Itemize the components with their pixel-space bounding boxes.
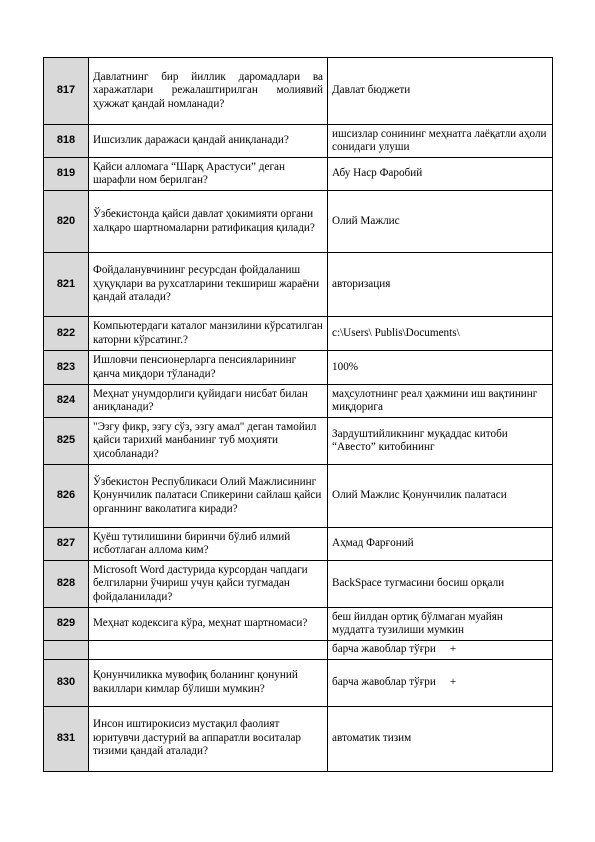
row-number: 819 bbox=[44, 158, 89, 191]
question-cell: Компьютердаги каталог манзилини кўрсатилган каторни кўрсатинг.? bbox=[89, 317, 328, 351]
table-row bbox=[44, 158, 553, 191]
question-cell bbox=[89, 641, 328, 660]
question-cell: Ишсизлик даражаси қандай аниқланади? bbox=[89, 125, 328, 158]
answer-cell: автоматик тизим bbox=[328, 706, 553, 771]
table-row bbox=[44, 58, 553, 125]
question-cell: Давлатнинг бир йиллик даромадлари ва харажатлари режалаштирилган молиявий ҳужжат қандай номланади? bbox=[89, 58, 328, 125]
table-row bbox=[44, 418, 553, 465]
answer-cell: беш йилдан ортиқ бўлмаган муайян муддатга тузилиши мумкин bbox=[328, 608, 553, 641]
row-number: 826 bbox=[44, 465, 89, 528]
question-cell: Ўзбекистонда қайси давлат ҳокимияти органи халқаро шартномаларни ратификация қилади? bbox=[89, 191, 328, 253]
table-row bbox=[44, 608, 553, 641]
answer-cell: c:\Users\ Publis\Documents\ bbox=[328, 317, 553, 351]
table-row bbox=[44, 385, 553, 418]
row-number: 823 bbox=[44, 351, 89, 385]
table-row bbox=[44, 253, 553, 317]
answer-cell: Зардуштийликнинг муқаддас китоби “Авесто” китобининг bbox=[328, 418, 553, 465]
question-cell: "Эзгу фикр, эзгу сўз, эзгу амал" деган тамойил қайси тарихий манбанинг туб моҳияти ҳисобланади? bbox=[89, 418, 328, 465]
row-number: 817 bbox=[44, 58, 89, 125]
row-number: 830 bbox=[44, 659, 89, 706]
answer-cell: Олий Мажлис Қонунчилик палатаси bbox=[328, 465, 553, 528]
question-cell: Меҳнат унумдорлиги қуйидаги нисбат билан аниқланади? bbox=[89, 385, 328, 418]
correct-mark: + bbox=[449, 675, 457, 688]
answer-cell: ишсизлар сонининг меҳнатга лаёқатли аҳоли сонидаги улуши bbox=[328, 125, 553, 158]
row-number: 822 bbox=[44, 317, 89, 351]
row-number bbox=[44, 641, 89, 660]
row-number: 831 bbox=[44, 706, 89, 771]
qa-table bbox=[43, 57, 553, 772]
answer-cell: маҳсулотнинг реал ҳажмини иш вақтининг миқдорига bbox=[328, 385, 553, 418]
question-cell: Қайси алломага “Шарқ Арастуси” деган шарафли ном берилган? bbox=[89, 158, 328, 191]
question-cell: Ўзбекистон Республикаси Олий Мажлисининг Қонунчилик палатаси Спикерини сайлаш қайси органнинг ваколатига киради? bbox=[89, 465, 328, 528]
row-number: 824 bbox=[44, 385, 89, 418]
table-row bbox=[44, 641, 553, 660]
answer-cell: Давлат бюджети bbox=[328, 58, 553, 125]
row-number: 821 bbox=[44, 253, 89, 317]
answer-text: барча жавоблар тўғри bbox=[332, 675, 436, 688]
row-number: 828 bbox=[44, 561, 89, 608]
answer-text: барча жавоблар тўғри bbox=[332, 643, 436, 655]
question-cell: Меҳнат кодексига кўра, меҳнат шартномаси? bbox=[89, 608, 328, 641]
row-number: 825 bbox=[44, 418, 89, 465]
row-number: 818 bbox=[44, 125, 89, 158]
answer-cell: Олий Мажлис bbox=[328, 191, 553, 253]
table-row bbox=[44, 561, 553, 608]
answer-cell bbox=[328, 641, 553, 660]
table-row bbox=[44, 125, 553, 158]
table-row bbox=[44, 706, 553, 771]
answer-cell: 100% bbox=[328, 351, 553, 385]
question-cell: Қуёш тутилишини биринчи бўлиб илмий исботлаган аллома ким? bbox=[89, 528, 328, 561]
table-row bbox=[44, 317, 553, 351]
table-row bbox=[44, 465, 553, 528]
table-row bbox=[44, 528, 553, 561]
answer-cell bbox=[328, 659, 553, 706]
document-page bbox=[43, 57, 553, 772]
table-row bbox=[44, 191, 553, 253]
answer-cell: Абу Наср Фаробий bbox=[328, 158, 553, 191]
question-cell: Ишловчи пенсионерларга пенсияларининг қанча миқдори тўланади? bbox=[89, 351, 328, 385]
question-cell: Фойдаланувчининг ресурсдан фойдаланиш ҳуқуқлари ва рухсатларини текшириш жараёни қандай аталади? bbox=[89, 253, 328, 317]
answer-cell: авторизация bbox=[328, 253, 553, 317]
correct-mark: + bbox=[449, 643, 457, 655]
table-row bbox=[44, 351, 553, 385]
answer-cell: BackSpace тугмасини босиш орқали bbox=[328, 561, 553, 608]
row-number: 829 bbox=[44, 608, 89, 641]
question-cell: Инсон иштирокисиз мустақил фаолият юритувчи дастурий ва аппаратли воситалар тизими қандай аталади? bbox=[89, 706, 328, 771]
question-cell: Қонунчиликка мувофиқ боланинг қонуний вакиллари кимлар бўлиши мумкин? bbox=[89, 659, 328, 706]
table-row bbox=[44, 659, 553, 706]
row-number: 820 bbox=[44, 191, 89, 253]
answer-cell: Аҳмад Фарғоний bbox=[328, 528, 553, 561]
row-number: 827 bbox=[44, 528, 89, 561]
question-cell: Microsoft Word дастурида курсордан чапдаги белгиларни ўчириш учун қайси тугмадан фойдаланилади? bbox=[89, 561, 328, 608]
